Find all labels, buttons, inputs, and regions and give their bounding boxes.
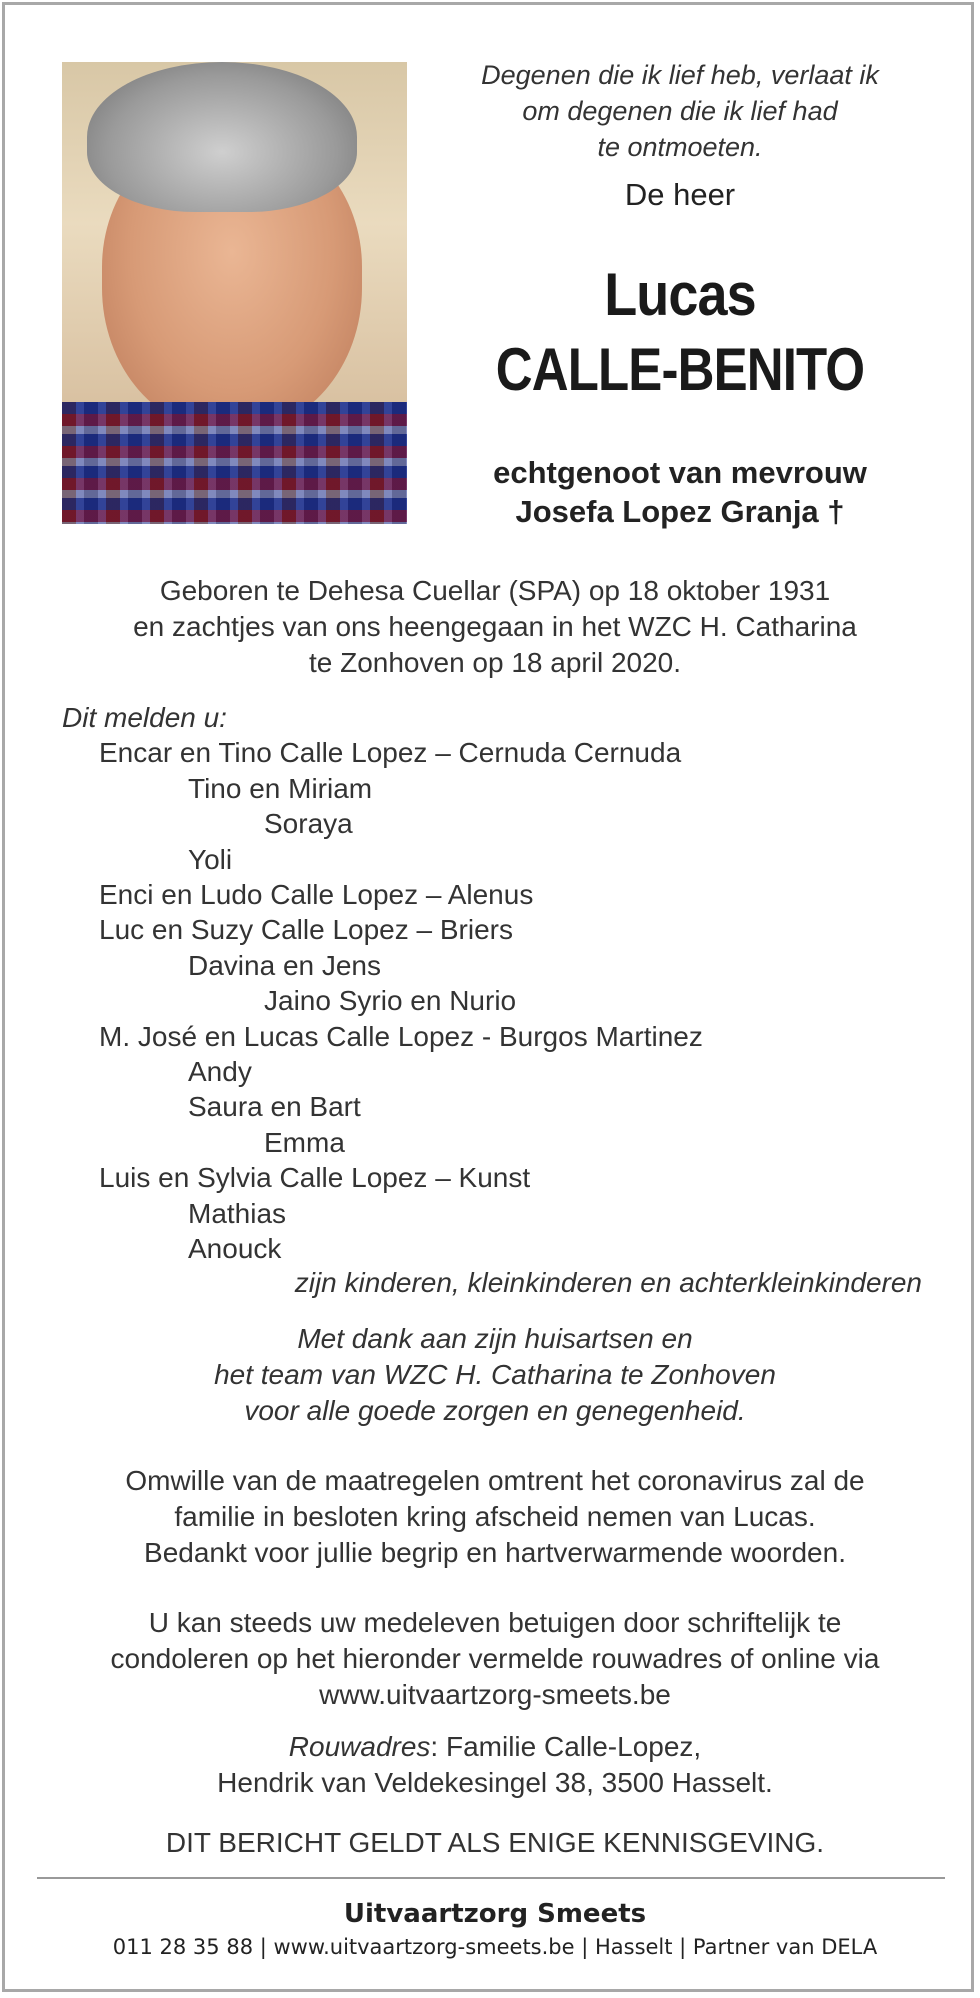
portrait-shirt-check bbox=[62, 402, 407, 524]
birth-line: te Zonhoven op 18 april 2020. bbox=[308, 647, 682, 678]
obituary-card bbox=[2, 2, 974, 1992]
condolence-line: U kan steeds uw medeleven betuigen door schriftelijk te bbox=[148, 1607, 842, 1638]
family-member: Mathias bbox=[188, 1197, 287, 1229]
family-member: Luc en Suzy Calle Lopez – Briers bbox=[99, 914, 513, 946]
condolence-link[interactable]: www.uitvaartzorg-smeets.be bbox=[319, 1679, 671, 1710]
condolence-line: condoleren op het hieronder vermelde rouwadres of online via bbox=[110, 1643, 880, 1674]
corona-note bbox=[45, 1463, 945, 1571]
family-member: Davina en Jens bbox=[188, 949, 382, 981]
portrait-hair bbox=[87, 62, 357, 212]
family-member: M. José en Lucas Calle Lopez - Burgos Martinez bbox=[99, 1020, 703, 1052]
corona-line: Bedankt voor jullie begrip en hartverwarmende woorden. bbox=[144, 1537, 846, 1568]
corona-line: familie in besloten kring afscheid nemen van Lucas. bbox=[174, 1501, 816, 1532]
funeral-firm: Uitvaartzorg Smeets bbox=[343, 1899, 647, 1929]
family-member: Jaino Syrio en Nurio bbox=[264, 985, 517, 1017]
family-member: Soraya bbox=[264, 808, 353, 840]
quote bbox=[425, 57, 935, 165]
family-member: Andy bbox=[188, 1056, 252, 1088]
thanks-line: het team van WZC H. Catharina te Zonhoven bbox=[214, 1359, 776, 1390]
family-list bbox=[62, 700, 703, 1267]
first-name: Lucas bbox=[604, 261, 756, 328]
last-name: CALLE-BENITO bbox=[495, 336, 865, 403]
mourning-address bbox=[45, 1729, 945, 1801]
corona-line: Omwille van de maatregelen omtrent het coronavirus zal de bbox=[125, 1465, 865, 1496]
thanks-line: voor alle goede zorgen en genegenheid. bbox=[244, 1395, 746, 1426]
family-member: Saura en Bart bbox=[188, 1091, 361, 1123]
birth-line: en zachtjes van ons heengegaan in het WZC H. Catharina bbox=[133, 611, 857, 642]
family-member: Luis en Sylvia Calle Lopez – Kunst bbox=[99, 1162, 531, 1194]
thanks bbox=[45, 1321, 945, 1429]
family-member: Enci en Ludo Calle Lopez – Alenus bbox=[99, 879, 534, 911]
birth-line: Geboren te Dehesa Cuellar (SPA) op 18 oktober 1931 bbox=[159, 575, 831, 606]
address-line1: : Familie Calle-Lopez, bbox=[430, 1731, 702, 1762]
family-member: Anouck bbox=[188, 1233, 282, 1265]
birth-info bbox=[45, 573, 945, 681]
family-member: Tino en Miriam bbox=[188, 772, 373, 804]
family-rows bbox=[62, 735, 703, 1266]
quote-line: Degenen die ik lief heb, verlaat ik bbox=[481, 60, 879, 90]
spouse-line: Josefa Lopez Granja † bbox=[515, 494, 845, 529]
thanks-line: Met dank aan zijn huisartsen en bbox=[297, 1323, 693, 1354]
family-member: Yoli bbox=[188, 843, 233, 875]
salutation: De heer bbox=[624, 177, 736, 212]
family-intro: Dit melden u: bbox=[62, 702, 227, 733]
portrait-photo bbox=[62, 62, 407, 524]
quote-line: om degenen die ik lief had bbox=[522, 96, 838, 126]
footer-divider bbox=[37, 1877, 945, 1879]
family-member: Encar en Tino Calle Lopez – Cernuda Cernuda bbox=[99, 737, 682, 769]
family-closing: zijn kinderen, kleinkinderen en achterkleinkinderen bbox=[294, 1267, 922, 1298]
condolence-note bbox=[45, 1605, 945, 1713]
firm-contact: 011 28 35 88 | www.uitvaartzorg-smeets.be | Hasselt | Partner van DELA bbox=[112, 1935, 878, 1959]
address-line2: Hendrik van Veldekesingel 38, 3500 Hasselt. bbox=[217, 1767, 773, 1798]
address-label: Rouwadres bbox=[288, 1731, 431, 1762]
quote-line: te ontmoeten. bbox=[597, 132, 763, 162]
notice: DIT BERICHT GELDT ALS ENIGE KENNISGEVING. bbox=[165, 1827, 825, 1858]
spouse-line: echtgenoot van mevrouw bbox=[493, 455, 867, 490]
spouse bbox=[425, 453, 935, 531]
family-member: Emma bbox=[264, 1126, 345, 1158]
